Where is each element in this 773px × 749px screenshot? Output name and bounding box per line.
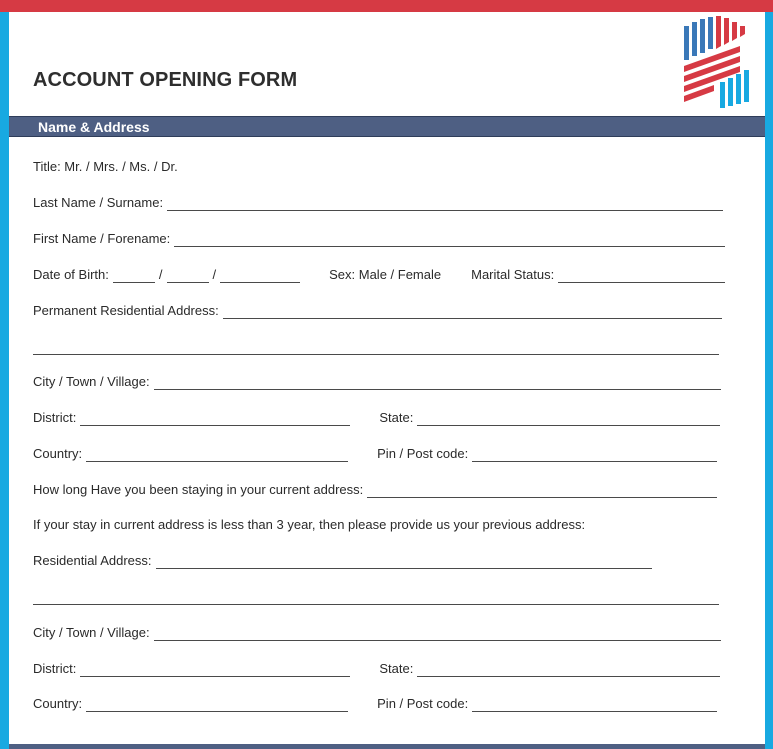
right-border-bar [765, 12, 773, 749]
pin-field[interactable] [472, 447, 717, 462]
previous-pin-field[interactable] [472, 697, 717, 712]
sex-options-label[interactable]: Sex: Male / Female [329, 267, 442, 282]
state-label: State: [379, 410, 414, 425]
section-header-name-address [9, 116, 765, 137]
dob-day-field[interactable] [113, 268, 155, 283]
title-row [33, 155, 725, 175]
country-pin-row [33, 442, 725, 462]
previous-country-pin-row [33, 692, 725, 712]
dob-separator: / [212, 267, 217, 282]
last-name-label: Last Name / Surname: [33, 195, 164, 210]
district-field[interactable] [80, 411, 350, 426]
district-label: District: [33, 410, 77, 425]
previous-city-row [33, 621, 725, 641]
city-label: City / Town / Village: [33, 374, 150, 389]
marital-status-label: Marital Status: [471, 267, 555, 282]
top-accent-bar [0, 0, 773, 12]
bank-stripes-logo-icon [680, 16, 752, 112]
dob-label: Date of Birth: [33, 267, 109, 282]
dob-year-field[interactable] [220, 268, 300, 283]
permanent-address-row-2 [33, 335, 725, 355]
marital-status-field[interactable] [558, 268, 725, 283]
country-field[interactable] [86, 447, 348, 462]
form-title: ACCOUNT OPENING FORM [33, 69, 298, 91]
permanent-address-field-line-2[interactable] [33, 340, 719, 355]
previous-address-note-row [33, 513, 725, 533]
residential-address-row [33, 549, 725, 569]
previous-district-field[interactable] [80, 662, 350, 677]
bottom-border-bar [9, 744, 765, 749]
dob-month-field[interactable] [167, 268, 209, 283]
city-row [33, 370, 725, 390]
previous-district-state-row [33, 657, 725, 677]
previous-city-field[interactable] [154, 626, 721, 641]
permanent-address-field[interactable] [223, 304, 722, 319]
district-state-row [33, 406, 725, 426]
permanent-address-row [33, 299, 725, 319]
dob-sex-marital-row [33, 263, 725, 283]
last-name-field[interactable] [167, 196, 723, 211]
previous-district-label: District: [33, 661, 77, 676]
last-name-row [33, 191, 725, 211]
previous-city-label: City / Town / Village: [33, 625, 150, 640]
first-name-field[interactable] [174, 232, 725, 247]
country-label: Country: [33, 446, 83, 461]
city-field[interactable] [154, 375, 721, 390]
first-name-label: First Name / Forename: [33, 231, 171, 246]
previous-country-field[interactable] [86, 697, 348, 712]
first-name-row [33, 227, 725, 247]
previous-state-label: State: [379, 661, 414, 676]
previous-country-label: Country: [33, 696, 83, 711]
title-options-label[interactable]: Title: Mr. / Mrs. / Ms. / Dr. [33, 159, 178, 174]
pin-label: Pin / Post code: [377, 446, 469, 461]
section-title: Name & Address [38, 119, 150, 135]
left-border-bar [0, 12, 9, 749]
previous-state-field[interactable] [417, 662, 720, 677]
how-long-label: How long Have you been staying in your current address: [33, 482, 364, 497]
how-long-row [33, 478, 725, 498]
residential-address-row-2 [33, 585, 725, 605]
previous-address-note: If your stay in current address is less than 3 year, then please provide us your previous address: [33, 517, 586, 532]
residential-address-label: Residential Address: [33, 553, 152, 568]
residential-address-field[interactable] [156, 554, 652, 569]
state-field[interactable] [417, 411, 720, 426]
permanent-address-label: Permanent Residential Address: [33, 303, 219, 318]
dob-separator: / [158, 267, 163, 282]
previous-pin-label: Pin / Post code: [377, 696, 469, 711]
how-long-field[interactable] [367, 483, 717, 498]
residential-address-field-line-2[interactable] [33, 590, 719, 605]
